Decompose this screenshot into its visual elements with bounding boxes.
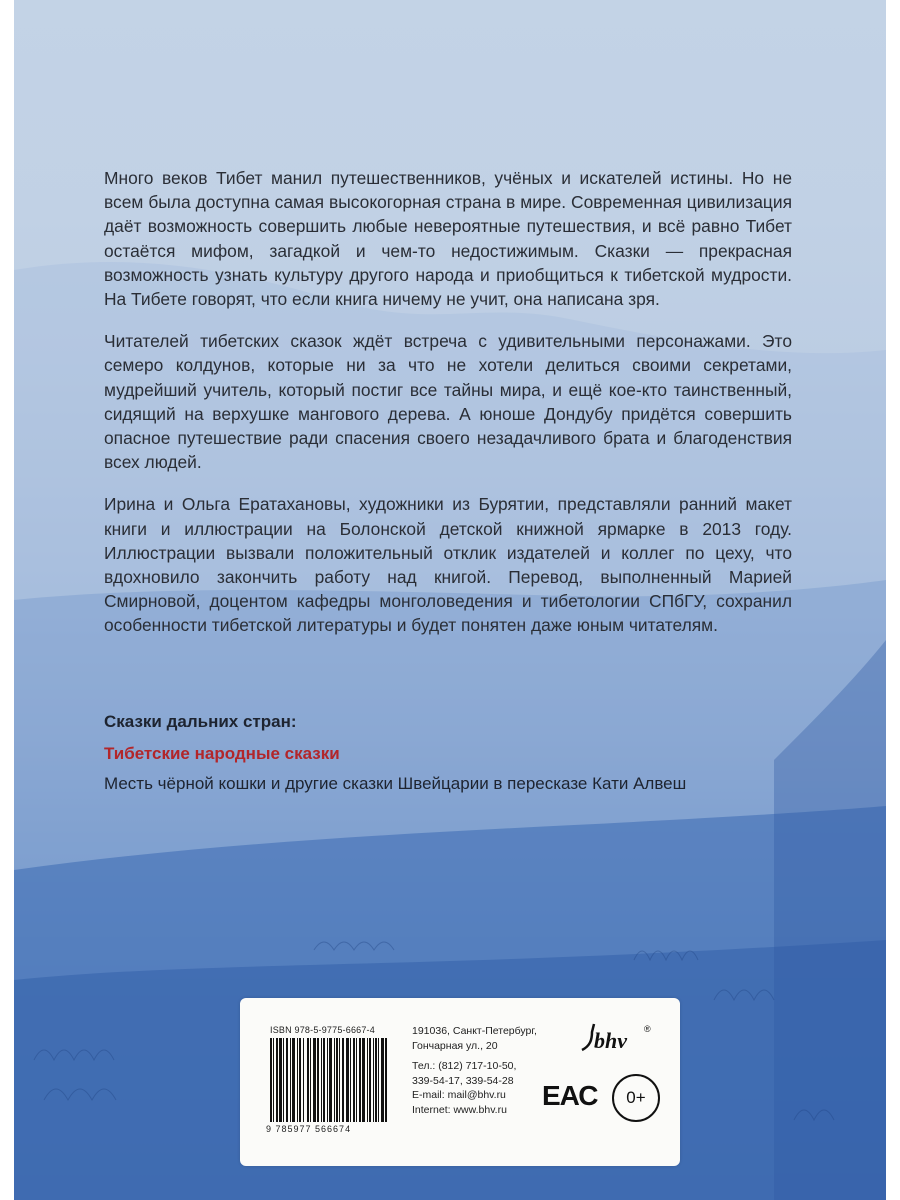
description-paragraph: Много веков Тибет манил путешественников, учёных и искателей истины. Но не всем была доступна самая высокогорная страна в мире. Современная цивилизация даёт возможность совершить любые невероятные путешествия, и всё равно Тибет остаётся мифом, загадкой и чем-то недостижимым. Сказки — прекрасная возможность узнать культуру другого народа и приобщиться к тибетской мудрости. На Тибете говорят, что если книга ничему не учит, она написана зря. [104,168,792,310]
registered-mark: ® [644,1024,651,1034]
description-block [104,166,792,656]
address-line: 191036, Санкт-Петербург, [412,1025,537,1037]
back-cover [14,0,886,1200]
phone-line: 339-54-17, 339-54-28 [412,1074,514,1087]
isbn-label: ISBN 978-5-9775-6667-4 [270,1025,375,1035]
age-rating-badge: 0+ [612,1074,660,1122]
description-paragraph: Ирина и Ольга Ератахановы, художники из Бурятии, представляли ранний макет книги и иллюстрации на Болонской детской книжной ярмарке в 2013 году. Иллюстрации вызвали положительный отклик издателей и коллег по цеху, что вдохновило закончить работу над книгой. Перевод, выполненный Марией Смирновой, доцентом кафедры монголоведения и тибетологии СПбГУ, сохранил особенности тибетской литературы и будет понятен даже юным читателям. [104,494,792,636]
series-list [104,712,804,794]
email-line: E-mail: mail@bhv.ru [412,1089,506,1102]
description-paragraph: Читателей тибетских сказок ждёт встреча с удивительными персонажами. Это семеро колдунов, которые ни за что не хотели делиться своими секретами, мудрейший учитель, который постиг все тайны мира, и ещё кое-кто таинственный, сидящий на верхушке мангового дерева. А юноше Дондубу придётся совершить опасное путешествие ради спасения своего незадачливого брата и благоденствия всех людей. [104,331,792,473]
series-item-current: Тибетские народные сказки [104,744,340,763]
series-title: Сказки дальних стран: [104,712,297,731]
eac-mark: ЕАС [542,1080,598,1111]
barcode [270,1038,396,1122]
publisher-info-box [240,998,680,1166]
bhv-logo-text: bhv [594,1028,627,1053]
barcode-digits: 9 785977 566674 [266,1124,352,1134]
address-line: Гончарная ул., 20 [412,1039,498,1052]
internet-line: Internet: www.bhv.ru [412,1103,507,1116]
bhv-logo [580,1020,660,1056]
series-item-other: Месть чёрной кошки и другие сказки Швейцарии в пересказе Кати Алвеш [104,774,687,793]
phone-line: Тел.: (812) 717-10-50, [412,1060,517,1073]
publisher-address [412,1024,537,1118]
